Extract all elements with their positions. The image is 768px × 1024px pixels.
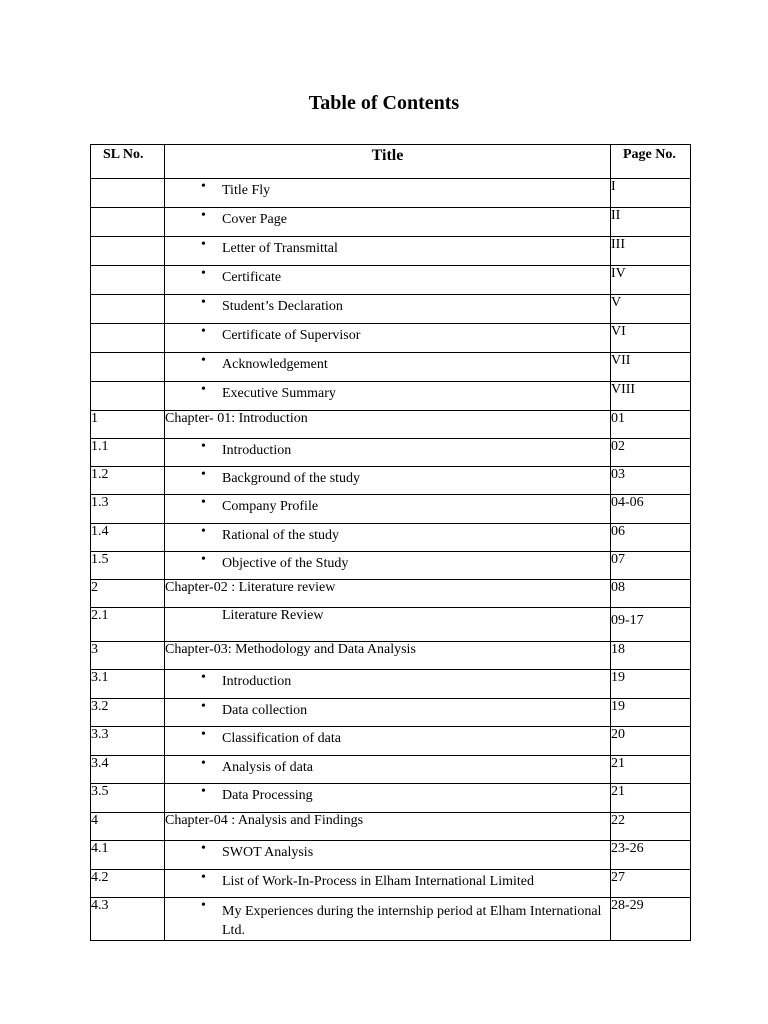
row-title-text: Rational of the study [222, 528, 340, 543]
chapter-row [91, 580, 691, 608]
row-title-text: Data Processing [222, 788, 313, 803]
bullet-icon: • [201, 870, 206, 885]
row-sl [91, 353, 165, 382]
row-sl [91, 382, 165, 411]
bullet-icon: • [201, 495, 206, 510]
bullet-icon: • [201, 841, 206, 856]
row-page: 21 [611, 756, 691, 784]
row-title [165, 870, 611, 898]
row-sl [91, 266, 165, 295]
row-sl [91, 179, 165, 208]
row-sl: 1.4 [91, 524, 165, 552]
row-page: 08 [611, 580, 691, 608]
bullet-icon: • [201, 324, 206, 339]
bullet-icon: • [201, 898, 206, 913]
table-row [91, 552, 691, 580]
row-title [165, 495, 611, 524]
row-sl: 1.3 [91, 495, 165, 524]
toc-table [90, 144, 691, 941]
row-title-text: Objective of the Study [222, 556, 349, 571]
row-title [165, 295, 611, 324]
table-row [91, 608, 691, 642]
row-title: Chapter-02 : Literature review [165, 580, 611, 608]
table-row [91, 353, 691, 382]
bullet-icon: • [201, 179, 206, 194]
row-sl: 3.2 [91, 699, 165, 727]
row-page: 01 [611, 411, 691, 439]
row-title [165, 670, 611, 699]
row-page: 18 [611, 642, 691, 670]
row-title [165, 353, 611, 382]
header-sl: SL No. [91, 145, 165, 179]
bullet-icon: • [201, 439, 206, 454]
row-sl [91, 237, 165, 266]
row-page: 03 [611, 467, 691, 495]
table-row [91, 898, 691, 941]
row-title-text: Title Fly [222, 183, 271, 198]
table-row [91, 670, 691, 699]
row-sl: 4.2 [91, 870, 165, 898]
header-page: Page No. [611, 145, 691, 179]
row-title [165, 179, 611, 208]
bullet-icon: • [201, 266, 206, 281]
table-row [91, 524, 691, 552]
row-sl: 1.2 [91, 467, 165, 495]
table-row [91, 784, 691, 813]
row-sl: 1.1 [91, 439, 165, 467]
row-page: 02 [611, 439, 691, 467]
row-title-text: Analysis of data [222, 760, 313, 775]
row-page: I [611, 179, 691, 208]
row-title [165, 237, 611, 266]
row-page: 28-29 [611, 898, 691, 941]
bullet-icon: • [201, 784, 206, 799]
row-title [165, 699, 611, 727]
bullet-icon: • [201, 467, 206, 482]
row-title-text: SWOT Analysis [222, 845, 314, 860]
row-title [165, 324, 611, 353]
row-sl: 3.1 [91, 670, 165, 699]
bullet-icon: • [201, 552, 206, 567]
row-title: Chapter-03: Methodology and Data Analysis [165, 642, 611, 670]
page-title: Table of Contents [308, 92, 460, 114]
row-title-text: Literature Review [222, 608, 324, 623]
row-title-text: Certificate of Supervisor [222, 328, 361, 343]
row-page: II [611, 208, 691, 237]
table-header-row [91, 145, 691, 179]
table-row [91, 208, 691, 237]
table-row [91, 870, 691, 898]
chapter-row [91, 411, 691, 439]
row-title-text: Data collection [222, 703, 308, 718]
row-title-text: My Experiences during the internship period at Elham International Ltd. [222, 904, 602, 938]
row-title-text: Executive Summary [222, 386, 336, 401]
row-title [165, 608, 611, 642]
row-sl: 3.3 [91, 727, 165, 756]
table-row [91, 324, 691, 353]
row-page: 20 [611, 727, 691, 756]
row-title [165, 727, 611, 756]
row-sl: 4.3 [91, 898, 165, 941]
bullet-icon: • [201, 382, 206, 397]
bullet-icon: • [201, 237, 206, 252]
row-title [165, 266, 611, 295]
table-row [91, 495, 691, 524]
row-title-text: List of Work-In-Process in Elham International Limited [222, 874, 534, 889]
bullet-icon: • [201, 727, 206, 742]
bullet-icon: • [201, 208, 206, 223]
row-page: V [611, 295, 691, 324]
row-title: Chapter-04 : Analysis and Findings [165, 813, 611, 841]
bullet-icon: • [201, 699, 206, 714]
row-title [165, 552, 611, 580]
row-title [165, 784, 611, 813]
row-title-text: Introduction [222, 674, 292, 689]
header-title: Title [165, 145, 611, 179]
row-page: 23-26 [611, 841, 691, 870]
table-row [91, 727, 691, 756]
table-row [91, 439, 691, 467]
row-page: VI [611, 324, 691, 353]
row-title-text: Acknowledgement [222, 357, 328, 372]
row-title-text: Letter of Transmittal [222, 241, 338, 256]
row-page: 06 [611, 524, 691, 552]
row-title [165, 208, 611, 237]
row-title-text: Student’s Declaration [222, 299, 343, 314]
chapter-row [91, 813, 691, 841]
row-sl [91, 208, 165, 237]
row-sl: 3.4 [91, 756, 165, 784]
table-row [91, 467, 691, 495]
table-row [91, 756, 691, 784]
row-title [165, 524, 611, 552]
table-row [91, 841, 691, 870]
table-row [91, 699, 691, 727]
row-page: IV [611, 266, 691, 295]
chapter-row [91, 642, 691, 670]
row-sl: 2 [91, 580, 165, 608]
row-title-text: Cover Page [222, 212, 287, 227]
row-page: 21 [611, 784, 691, 813]
row-sl: 1.5 [91, 552, 165, 580]
row-title-text: Introduction [222, 443, 292, 458]
bullet-icon: • [201, 756, 206, 771]
row-page: VII [611, 353, 691, 382]
row-page: 09-17 [611, 608, 691, 642]
row-sl [91, 295, 165, 324]
row-page: 19 [611, 699, 691, 727]
row-title [165, 439, 611, 467]
row-title [165, 756, 611, 784]
row-title-text: Certificate [222, 270, 282, 285]
row-title [165, 467, 611, 495]
row-sl: 1 [91, 411, 165, 439]
row-page: 22 [611, 813, 691, 841]
row-page: 07 [611, 552, 691, 580]
table-row [91, 295, 691, 324]
row-page: 19 [611, 670, 691, 699]
bullet-icon: • [201, 295, 206, 310]
row-title [165, 898, 611, 941]
row-title: Chapter- 01: Introduction [165, 411, 611, 439]
row-sl: 3 [91, 642, 165, 670]
bullet-icon: • [201, 353, 206, 368]
row-sl [91, 324, 165, 353]
row-title-text: Company Profile [222, 499, 319, 514]
row-title-text: Classification of data [222, 731, 341, 746]
bullet-icon: • [201, 524, 206, 539]
table-row [91, 382, 691, 411]
table-row [91, 266, 691, 295]
table-row [91, 179, 691, 208]
row-sl: 2.1 [91, 608, 165, 642]
row-sl: 3.5 [91, 784, 165, 813]
row-title [165, 841, 611, 870]
row-page: 27 [611, 870, 691, 898]
row-page: VIII [611, 382, 691, 411]
row-sl: 4.1 [91, 841, 165, 870]
bullet-icon: • [201, 670, 206, 685]
row-sl: 4 [91, 813, 165, 841]
table-row [91, 237, 691, 266]
row-title [165, 382, 611, 411]
row-title-text: Background of the study [222, 471, 361, 486]
row-page: III [611, 237, 691, 266]
row-page: 04-06 [611, 495, 691, 524]
